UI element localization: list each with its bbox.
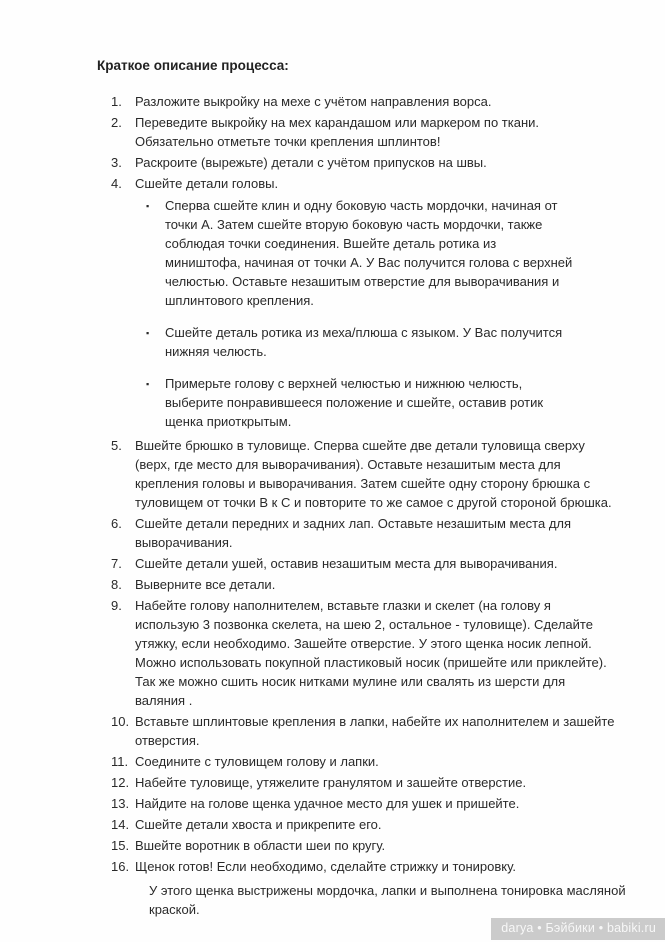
watermark-text: darya • Бэйбики • babiki.ru (501, 921, 656, 935)
step-number: 9. (111, 598, 122, 613)
step-number: 2. (111, 115, 122, 130)
step-text-line: Сшейте детали головы. (135, 176, 279, 191)
step-number: 5. (111, 438, 122, 453)
closing-note: У этого щенка выстрижены мордочка, лапки и выполнена тонировка масляной краской. (149, 883, 626, 917)
step-text: Вставьте шплинтовые крепления в лапки, набейте их наполнителем и зашейте отверстия. (135, 714, 615, 748)
bullet-square-icon: ▪ (146, 379, 150, 389)
step-item-16 (111, 857, 665, 876)
step-item-6 (111, 514, 665, 552)
step-text: Сшейте детали хвоста и прикрепите его. (135, 817, 382, 832)
step-number: 13. (111, 796, 130, 811)
bullet-square-icon: ▪ (146, 201, 150, 211)
step-number: 14. (111, 817, 130, 832)
step-item-1 (111, 92, 665, 111)
sub-bullet-item-3 (146, 374, 617, 431)
step-number: 16. (111, 859, 130, 874)
sub-bullets-list (146, 196, 617, 431)
step-text: Набейте туловище, утяжелите гранулятом и зашейте отверстие. (135, 775, 527, 790)
step-text: Соедините с туловищем голову и лапки. (135, 754, 379, 769)
page-title: Краткое описание процесса: (97, 58, 289, 73)
watermark-badge (491, 918, 665, 940)
step-text: Щенок готов! Если необходимо, сделайте стрижку и тонировку. (135, 859, 516, 874)
step-number: 8. (111, 577, 122, 592)
step-item-10 (111, 712, 665, 750)
step-number: 1. (111, 94, 122, 109)
step-item-13 (111, 794, 665, 813)
step-text: Сшейте детали передних и задних лап. Оставьте незашитым места для выворачивания. (135, 516, 572, 550)
step-text: Раскроите (вырежьте) детали с учётом припусков на швы. (135, 155, 487, 170)
step-text: Вшейте воротник в области шеи по кругу. (135, 838, 386, 853)
step-item-12 (111, 773, 665, 792)
step-item-15 (111, 836, 665, 855)
step-number: 3. (111, 155, 122, 170)
step-item-4 (111, 174, 665, 434)
step-number: 7. (111, 556, 122, 571)
step-text: Набейте голову наполнителем, вставьте глазки и скелет (на голову я использую 3 позвонка скелета, на шею 2, остальное - туловище). Сделайте утяжку, если необходимо. Зашейте отверстие. У этого щенка носик лепной. Можно использовать покупной пластиковый носик (пришейте или приклейте). Так же можно сшить носик нитками мулине или свалять из шерсти для валяния . (135, 598, 607, 708)
bullet-square-icon: ▪ (146, 328, 150, 338)
step-number: 4. (111, 176, 122, 191)
sub-bullet-item-2 (146, 323, 617, 361)
bullet-text: Сшейте деталь ротика из меха/плюша с языком. У Вас получится нижняя челюсть. (165, 325, 563, 359)
step-number: 11. (111, 754, 129, 769)
steps-list (111, 92, 665, 919)
bullet-text: Примерьте голову с верхней челюстью и нижнюю челюсть, выберите понравившееся положение и сшейте, оставив ротик щенка приоткрытым. (165, 376, 544, 429)
step-item-3 (111, 153, 665, 172)
step-text (135, 174, 617, 434)
step-text: Найдите на голове щенка удачное место для ушек и пришейте. (135, 796, 520, 811)
step-text: Сшейте детали ушей, оставив незашитым места для выворачивания. (135, 556, 558, 571)
step-number: 12. (111, 775, 130, 790)
step-item-9 (111, 596, 665, 710)
step-item-8 (111, 575, 665, 594)
step-number: 10. (111, 714, 130, 729)
step-item-5 (111, 436, 665, 512)
sub-bullet-item-1 (146, 196, 617, 310)
bullet-text: Сперва сшейте клин и одну боковую часть мордочки, начиная от точки А. Затем сшейте вторую боковую часть мордочки, также соблюдая точки соединения. Вшейте деталь ротика из миништофа, начиная от точки А. У Вас получится голова с верхней челюстью. Оставьте незашитым отверстие для выворачивания и шплинтового крепления. (165, 198, 573, 308)
step-item-2 (111, 113, 665, 151)
step-item-14 (111, 815, 665, 834)
step-number: 15. (111, 838, 130, 853)
step-item-7 (111, 554, 665, 573)
step-item-11 (111, 752, 665, 771)
step-number: 6. (111, 516, 122, 531)
step-text: Переведите выкройку на мех карандашом или маркером по ткани. Обязательно отметьте точки крепления шплинтов! (135, 115, 540, 149)
step-text: Разложите выкройку на мехе с учётом направления ворса. (135, 94, 492, 109)
step-text: Выверните все детали. (135, 577, 276, 592)
step-text: Вшейте брюшко в туловище. Сперва сшейте две детали туловища сверху (верх, где место для выворачивания). Оставьте незашитым места для крепления головы и выворачивания. Затем сшейте одну сторону брюшка с туловищем от точки В к С и повторите то же самое с другой стороной брюшка. (135, 438, 612, 510)
